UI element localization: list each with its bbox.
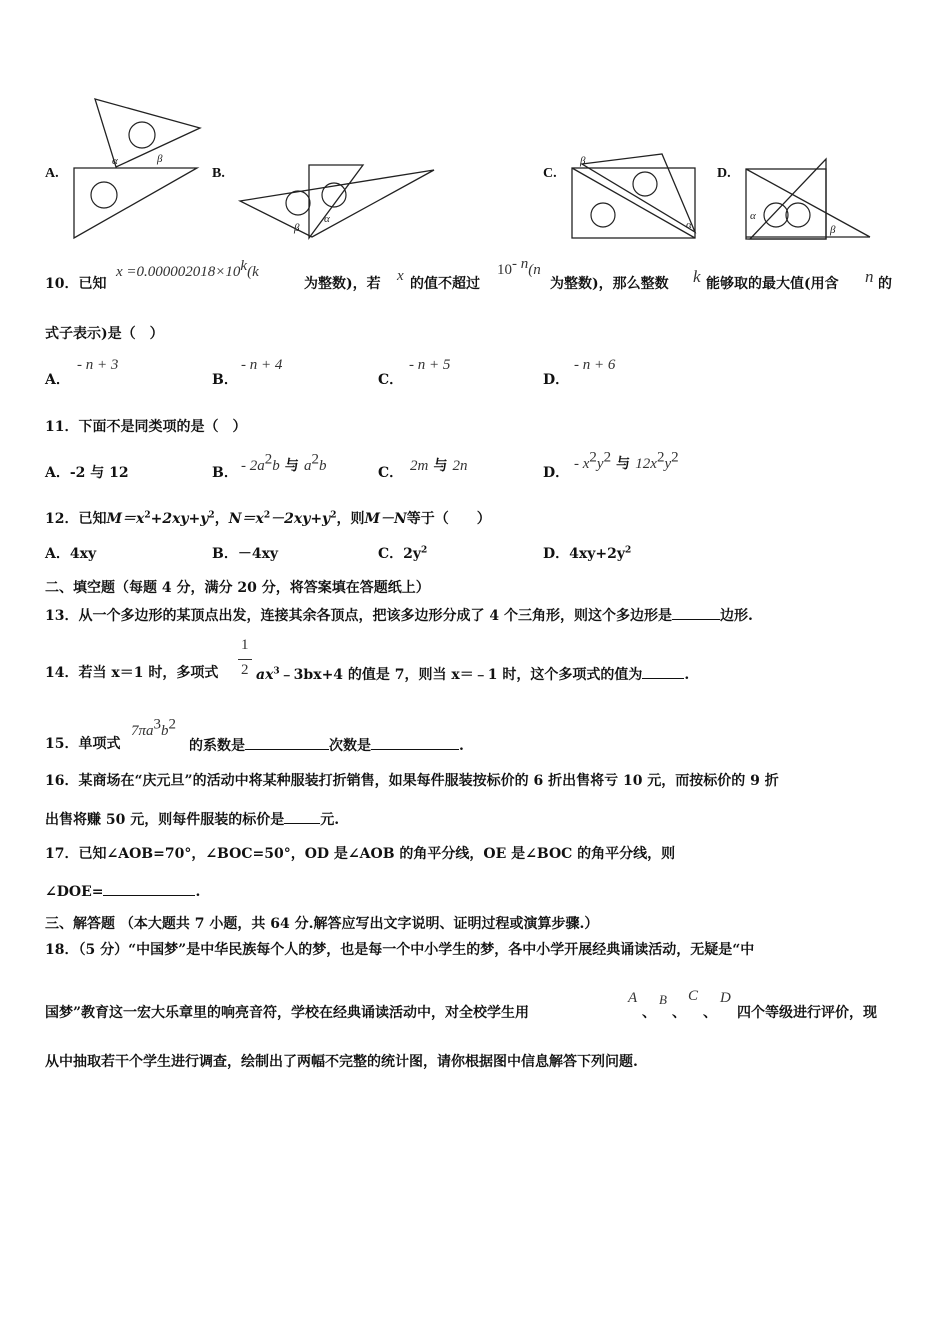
figure-c-diagonal — [572, 168, 695, 238]
q15-coefficient-blank[interactable] — [245, 735, 329, 750]
figure-b-alpha: α — [324, 213, 330, 225]
q10-option-d-value: - n + 6 — [574, 357, 616, 373]
q12-stem: 12．已知$M=x^2+2xy+y^2$，$N=x^2-2xy+y^2$，则M－N等于（ ） — [45, 510, 491, 527]
figure-d-triangle — [750, 159, 826, 239]
q18-line-3: 从中抽取若干个学生进行调查，绘制出了两幅不完整的统计图，请你根据图中信息解答下列问题. — [45, 1054, 638, 1070]
q13-answer-blank[interactable] — [672, 605, 720, 620]
figure-d-line-1 — [746, 169, 870, 237]
figure-d-left-circle — [764, 203, 788, 227]
q18-line-1: 18．（5 分）“中国梦”是中华民族每个人的梦，也是每一个中小学生的梦，各中小学开展经典诵读活动，无疑是“中 — [45, 942, 755, 958]
q12-option-d[interactable]: D．$4xy+2y^2$ — [543, 545, 632, 562]
figure-a-beta: β — [157, 153, 163, 165]
q18-grade-d: D — [720, 990, 731, 1006]
figure-a-label: A. — [45, 166, 59, 181]
section-2-heading: 二、填空题（每题 4 分，满分 20 分，将答案填在答题纸上） — [45, 580, 430, 596]
figure-b-beta: β — [294, 222, 300, 234]
q15-monomial: $7\pi a^3b^2$ — [131, 716, 177, 739]
figure-a-upper-triangle — [95, 99, 200, 167]
q18-grade-b: B — [659, 992, 667, 1007]
q12-option-a[interactable]: A．4xy — [45, 546, 97, 562]
q10-var-k: k — [693, 267, 701, 286]
q10-text-2: 的值不超过 — [410, 276, 480, 292]
q10-stem: 10．已知 — [45, 276, 107, 292]
figure-c-alpha: α — [686, 219, 692, 231]
figure-b-left-circle — [286, 191, 310, 215]
figure-c-beta: β — [580, 155, 586, 167]
q12-option-b[interactable]: B．－4xy — [212, 546, 279, 562]
q10-text-1: 为整数)，若 — [304, 276, 381, 292]
figure-a-diagram — [70, 95, 210, 245]
q10-option-a-value: - n + 3 — [77, 357, 119, 373]
q10-var-n: n — [865, 267, 874, 286]
q18-grade-c: C — [688, 988, 699, 1004]
q10-text-4: 能够取的最大值(用含 — [706, 276, 839, 292]
figure-d-right-circle — [786, 203, 810, 227]
q11-stem: 11．下面不是同类项的是（ ） — [45, 419, 247, 435]
figure-c-diagram — [568, 150, 703, 245]
q10-option-a-label[interactable]: A． — [45, 372, 70, 388]
q11-option-b-label[interactable]: B． — [212, 465, 238, 481]
figure-c-triangle — [582, 154, 695, 232]
q17-line-1: 17．已知∠AOB=70°，∠BOC=50°，OD 是∠AOB 的角平分线，OE 是∠BOC 的角平分线，则 — [45, 846, 676, 862]
figure-a-alpha: α — [112, 155, 118, 167]
q10-option-c-label[interactable]: C． — [378, 372, 404, 388]
q12-option-c[interactable]: C．$2y^2$ — [378, 545, 428, 562]
q11-option-a[interactable]: A．-2 与 12 — [45, 465, 129, 481]
q15-text-a: 15．单项式 — [45, 736, 121, 752]
q11-option-d-expr: - $x^2y^2$ 与 $12x^2y^2$ — [574, 449, 679, 472]
q15-text-b: 的系数是 次数是 . — [189, 735, 464, 755]
figure-b-label: B. — [212, 166, 225, 181]
q16-line-2: 出售将赚 50 元，则每件服装的标价是 元. — [45, 809, 339, 829]
q16-line-1: 16．某商场在“庆元旦”的活动中将某种服装打折销售，如果每件服装按标价的 6 折出售将亏 10 元，而按标价的 9 折 — [45, 773, 779, 789]
q14-text-b: $ax^3﹣3bx+4$ 的值是 7，则当 x＝﹣1 时，这个多项式的值为 . — [256, 664, 689, 684]
figure-d-rectangle — [746, 169, 826, 239]
q10-stem-line2: 式子表示)是（ ） — [45, 326, 164, 342]
q10-option-b-label[interactable]: B． — [212, 372, 238, 388]
q10-option-c-value: - n + 5 — [409, 357, 451, 373]
q17-line-2: ∠DOE= . — [45, 881, 200, 901]
q11-option-c-expr: 2m 与 2n — [410, 458, 468, 474]
figure-c-bottom-circle — [591, 203, 615, 227]
figure-a-lower-triangle — [74, 168, 197, 238]
q16-answer-blank[interactable] — [284, 809, 320, 824]
q15-degree-blank[interactable] — [371, 735, 459, 750]
q11-option-d-label[interactable]: D． — [543, 465, 570, 481]
q13-text: 13．从一个多边形的某顶点出发，连接其余各顶点，把该多边形分成了 4 个三角形，则这个多边形是 边形. — [45, 605, 753, 625]
q10-ten-power: $10^{- n}(n$ — [497, 256, 541, 278]
q11-option-b-expr: - $2a^2b$ 与 $a^2b$ — [241, 451, 327, 474]
figure-a-upper-circle — [129, 122, 155, 148]
figure-b-diagram — [236, 160, 441, 245]
figure-b-wide-triangle — [240, 170, 434, 237]
q10-expr-x: $x =0.000002018\times 10^k(k$ — [116, 258, 259, 280]
q10-text-3: 为整数)，那么整数 — [550, 276, 669, 292]
q14-text-a: 14．若当 x＝1 时，多项式 — [45, 665, 219, 681]
figure-c-top-circle — [633, 172, 657, 196]
figure-c-label: C. — [543, 166, 557, 181]
figure-d-label: D. — [717, 166, 731, 181]
section-3-heading: 三、解答题 （本大题共 7 小题，共 64 分.解答应写出文字说明、证明过程或演算步骤.） — [45, 916, 599, 932]
q11-option-c-label[interactable]: C． — [378, 465, 404, 481]
q10-option-b-value: - n + 4 — [241, 357, 283, 373]
q10-text-5: 的 — [878, 276, 892, 292]
figure-a-lower-circle — [91, 182, 117, 208]
figure-b-right-triangle — [309, 165, 363, 238]
q10-var-x: x — [397, 268, 404, 284]
figure-d-alpha: α — [750, 210, 756, 222]
q18-line-2b: 四个等级进行评价，现 — [737, 1005, 877, 1021]
q18-grade-a: A — [628, 990, 638, 1006]
figure-d-diagram — [742, 155, 877, 245]
figure-d-beta: β — [830, 224, 836, 236]
q10-option-d-label[interactable]: D． — [543, 372, 570, 388]
q17-answer-blank[interactable] — [103, 881, 195, 896]
q14-answer-blank[interactable] — [642, 664, 684, 679]
q18-line-2a: 国梦”教育这一宏大乐章里的响亮音符，学校在经典诵读活动中，对全校学生用 — [45, 1005, 530, 1021]
